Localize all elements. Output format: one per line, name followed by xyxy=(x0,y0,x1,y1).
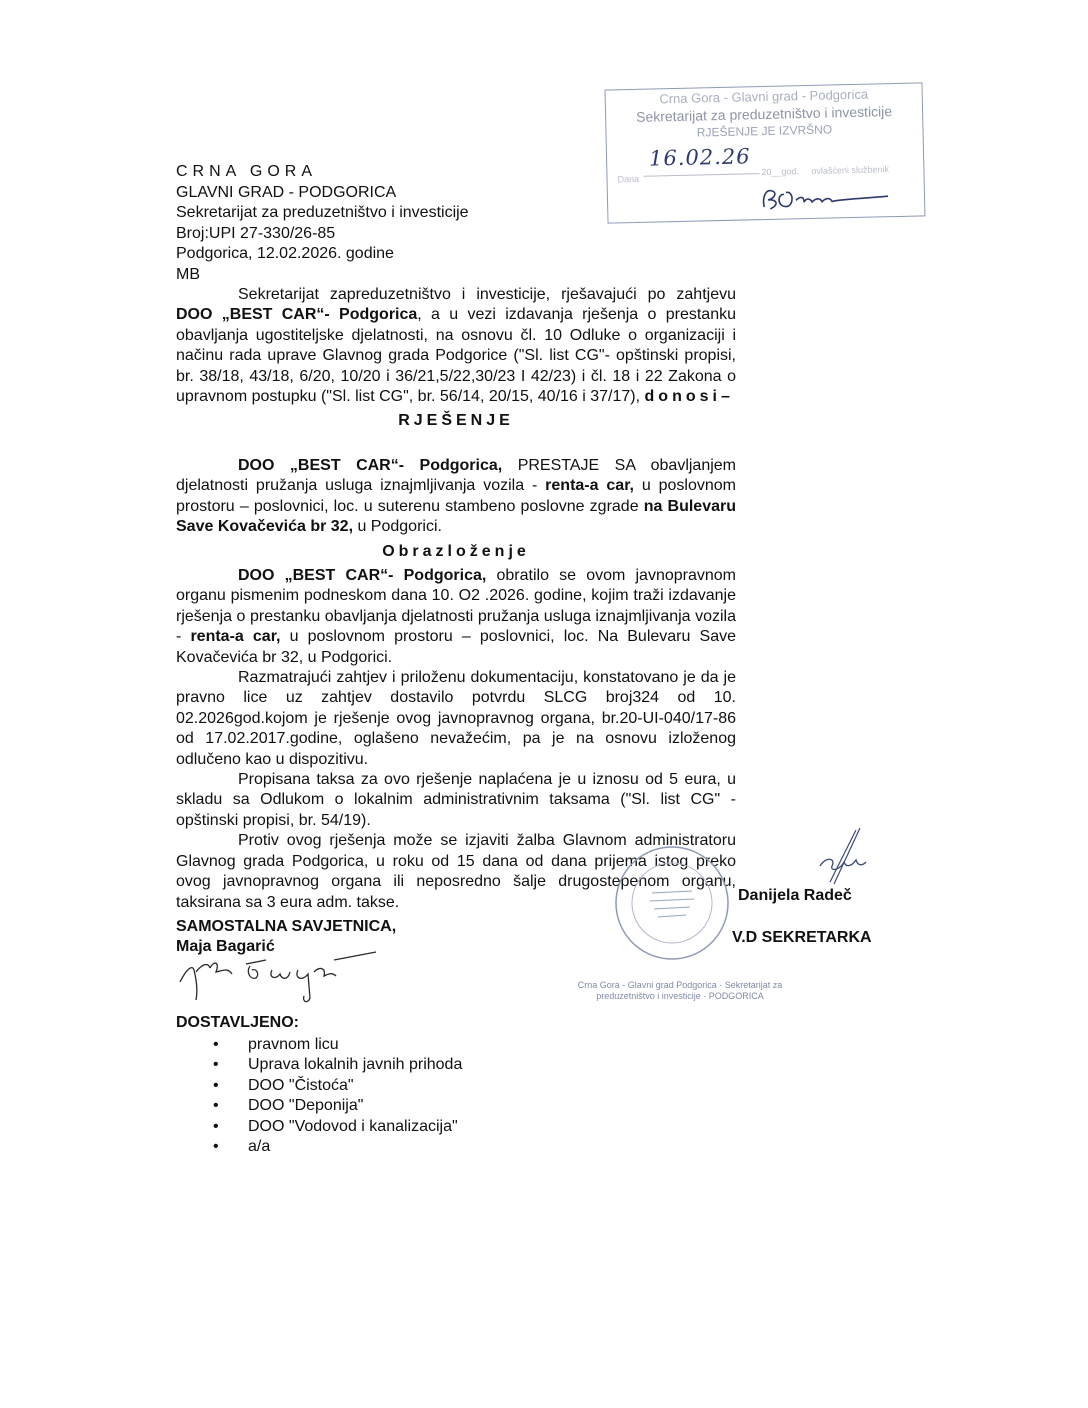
reasoning-paragraph-3: Propisana taksa za ovo rješenje naplaćena je u iznosu od 5 eura, u skladu sa Odlukom o lokalnim administrativnim taksama ("Sl. list CG" - opštinski propisi, br. 54/19). xyxy=(176,771,736,829)
decision-text-1: obavljanjem djelatnosti pružanja usluga iznajmljivanja vozila - xyxy=(176,457,736,495)
distribution-item: • DOO "Deponija" xyxy=(213,1096,462,1116)
reasoning-heading: Obrazloženje xyxy=(382,543,530,560)
stamp-line-1: Crna Gora - Glavni grad - Podgorica xyxy=(659,86,869,107)
intro-verb: donosi– xyxy=(644,388,734,406)
document-header xyxy=(176,162,469,285)
decision-text-2: u poslovnom prostoru – poslovnici, loc. u suterenu stambeno poslovne zgrade xyxy=(176,477,736,515)
country-name: CRNA GORA xyxy=(176,163,318,180)
stamp-signature-icon xyxy=(758,180,899,213)
distribution-item: • DOO "Vodovod i kanalizacija" xyxy=(213,1117,462,1137)
stamp-official-label: ovlašćeni službenik xyxy=(811,164,890,176)
stamp-date-label: Dana xyxy=(617,173,640,185)
decision-address: na Bulevaru Save Kovačevića br 32, xyxy=(176,497,736,536)
case-number: Broj:UPI 27-330/26-85 xyxy=(176,224,336,242)
distribution-section xyxy=(176,1013,462,1157)
distribution-list xyxy=(176,1035,462,1157)
stamp-line-3: RJEŠENJE JE IZVRŠNO xyxy=(696,122,833,140)
decision-renta: renta-a car, xyxy=(545,477,634,495)
director-title: V.D SEKRETARKA xyxy=(732,929,872,946)
round-stamp-legend: Crna Gora - Glavni grad Podgorica · Sekretarijat za preduzetništvo i investicije · PODGORICA xyxy=(577,980,783,1001)
reasoning-company: DOO „BEST CAR“- Podgorica, xyxy=(238,567,487,584)
stamp-year-suffix: 20__god. xyxy=(761,166,800,178)
director-signature-icon xyxy=(790,826,900,886)
distribution-item: • DOO "Čistoća" xyxy=(213,1076,462,1096)
intro-paragraph xyxy=(176,285,736,407)
distribution-item: • a/a xyxy=(213,1137,462,1157)
department-name: Sekretarijat za preduzetništvo i investicije xyxy=(176,204,469,221)
director-name: Danijela Radeč xyxy=(738,887,852,904)
decision-status: PRESTAJE SA xyxy=(502,457,636,474)
stamp-date-underline xyxy=(643,173,759,177)
reasoning-paragraph-2: Razmatrajući zahtjev i priloženu dokumentaciju, konstatovano je da je pravno lice uz zahtjev dostavilo potvrdu SLCG broj324 od 10. 02.2026god.kojom je rješenje ovog javnopravnog organa, br.20-UI-040/17-86 od 17.02.2017.godine, oglašeno nevažećim, pa je na osnovu izloženog odlučeno kao u dispozitivu. xyxy=(176,669,736,768)
decision-text-3: u Podgorici. xyxy=(353,518,442,536)
reasoning-paragraph-4: Protiv ovog rješenja može se izjaviti žalba Glavnom administratoru Glavnog grada Podgorica, u roku od 15 dana od dana prijema istog preko ovog javnopravnog organa ili neposredno šalje drugostepenom organu, taksirana sa 3 eura adm. takse. xyxy=(176,832,736,911)
author-initials: MB xyxy=(176,265,200,283)
decision-company: DOO „BEST CAR“- Podgorica, xyxy=(238,457,503,474)
advisor-signature-icon xyxy=(176,950,386,1006)
advisor-title: SAMOSTALNA SAVJETNICA, xyxy=(176,918,397,935)
reasoning-paragraph-1 xyxy=(176,566,736,668)
stamp-handwritten-date: 16.02.26 xyxy=(648,144,751,171)
reasoning-renta: renta-a car, xyxy=(190,628,281,646)
decision-paragraph xyxy=(176,456,736,538)
stamp-line-2: Sekretarijat za preduzetništvo i investicije xyxy=(635,103,893,125)
distribution-item: • pravnom licu xyxy=(213,1035,462,1055)
city-name: GLAVNI GRAD - PODGORICA xyxy=(176,183,397,201)
intro-text-2: , a u vezi izdavanja rješenja o prestanku obavljanja ugostiteljske djelatnosti, na osnovu čl. 10 Odluke o organizaciji i načinu rada uprave Glavnog grada Podgorice ("Sl. list CG"- opštinski propisi, br. 38/18, 43/18, 6/20, 10/20 i 36/21,5/22,30/23 I 42/23) i čl. 18 i 22 Zakona o upravnom postupku ("Sl. list CG", br. 56/14, 20/15, 40/16 i 37/17), xyxy=(176,306,736,406)
intro-company: DOO „BEST CAR“- Podgorica xyxy=(176,306,418,324)
advisor-name: Maja Bagarić xyxy=(176,938,275,955)
reasoning-text-1a: obratilo se ovom javnopravnom organu pismenim podneskom dana 10. O2 .2026. godine, kojim traži izdavanje rješenja o prestanku obavljanja djelatnosti pružanja usluga iznajmljivanja vozila - xyxy=(176,567,737,646)
distribution-item: • Uprava lokalnih javnih prihoda xyxy=(213,1055,462,1075)
intro-text-1: Sekretarijat zapreduzetništvo i investicije, rješavajući po zahtjevu xyxy=(238,286,736,303)
reasoning-text-1b: u poslovnom prostoru – poslovnici, loc. Na Bulevaru Save Kovačevića br 32, u Podgorici. xyxy=(176,628,736,666)
execution-stamp xyxy=(605,82,926,223)
distribution-title: DOSTAVLJENO: xyxy=(176,1014,299,1031)
official-round-stamp-icon xyxy=(612,843,732,963)
decision-heading: RJEŠENJE xyxy=(398,412,514,429)
place-date: Podgorica, 12.02.2026. godine xyxy=(176,245,394,262)
